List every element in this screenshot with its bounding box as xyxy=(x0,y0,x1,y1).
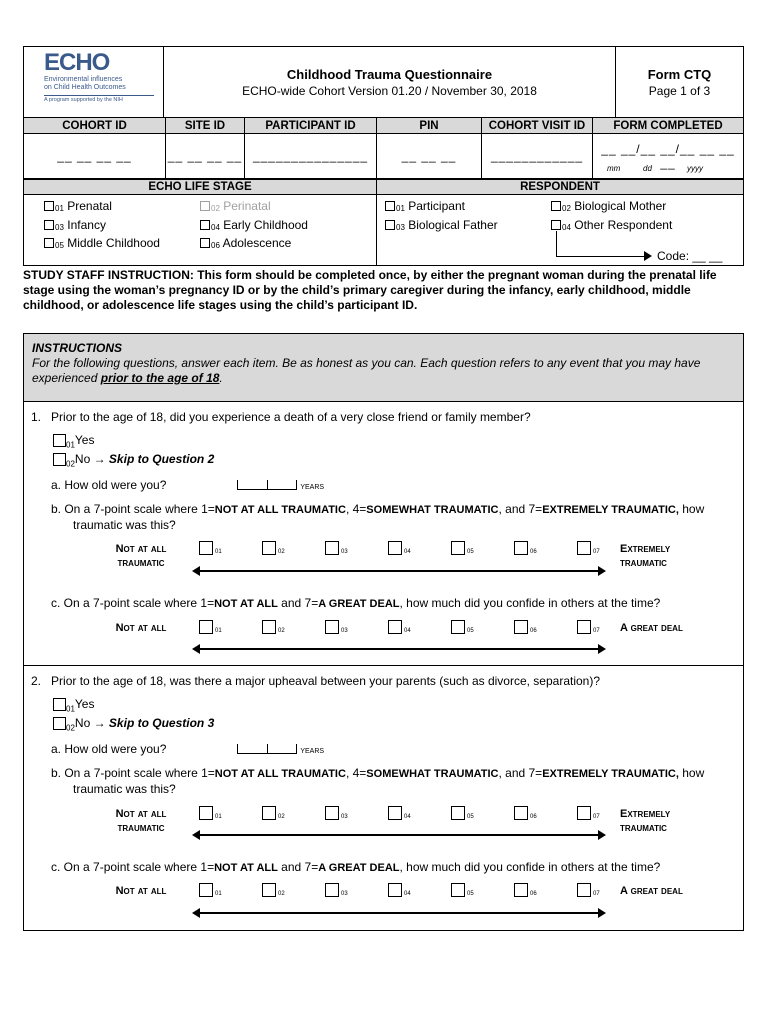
q2b-scale-arrow xyxy=(194,834,604,836)
q2c-scale-option-01[interactable] xyxy=(199,883,213,897)
cohort-id-field[interactable]: __ __ __ __ xyxy=(24,134,166,179)
pin-header: PIN xyxy=(377,118,482,134)
checkbox-icon[interactable] xyxy=(551,201,561,211)
checkbox-icon[interactable] xyxy=(44,238,54,248)
respondent-heading: RESPONDENT xyxy=(377,180,744,195)
q1c-scale-code-07: 07 xyxy=(593,628,600,634)
checkbox-icon[interactable] xyxy=(385,220,395,230)
q1b-scale-code-04: 04 xyxy=(404,549,411,555)
q1c-scale-option-05[interactable] xyxy=(451,620,465,634)
q1b-scale-code-05: 05 xyxy=(467,549,474,555)
q1c-scale-code-03: 03 xyxy=(341,628,348,634)
q2b-text: b. On a 7-point scale where 1=NOT AT ALL TRAUMATIC, 4=SOMEWHAT TRAUMATIC, and 7=EXTREMELY TRAUMATIC, how xyxy=(51,766,705,780)
q1c-scale-option-03[interactable] xyxy=(325,620,339,634)
life-stage-adolescence[interactable]: $_{06}$ Adolescence xyxy=(200,236,291,250)
q1b-scale-arrow xyxy=(194,570,604,572)
checkbox-icon[interactable] xyxy=(44,220,54,230)
q2b-scale-code-07: 07 xyxy=(593,814,600,820)
q2b-low-label: Not at all traumatic xyxy=(115,808,167,834)
q2c-high-label: A great deal xyxy=(620,885,683,897)
participant-id-header: PARTICIPANT ID xyxy=(245,118,377,134)
cohort-visit-id-field[interactable]: ____________ xyxy=(482,134,593,179)
q2c-scale-code-07: 07 xyxy=(593,891,600,897)
q1b-text: b. On a 7-point scale where 1=NOT AT ALL TRAUMATIC, 4=SOMEWHAT TRAUMATIC, and 7=EXTREMELY TRAUMATIC, how xyxy=(51,502,705,516)
q1c-scale-option-07[interactable] xyxy=(577,620,591,634)
form-id-block xyxy=(616,47,744,118)
logo-line1: Environmental influences xyxy=(44,76,123,83)
q1b-scale-code-07: 07 xyxy=(593,549,600,555)
arrow-right-icon xyxy=(644,251,652,261)
q1c-scale-code-06: 06 xyxy=(530,628,537,634)
q1c-high-label: A great deal xyxy=(620,622,683,634)
q1c-scale-code-04: 04 xyxy=(404,628,411,634)
life-stage-early-childhood[interactable]: $_{04}$ Early Childhood xyxy=(200,218,308,232)
instructions-heading: INSTRUCTIONS xyxy=(32,341,122,355)
q1-no-option[interactable]: $_{02}$No → Skip to Question 2 xyxy=(53,452,214,468)
q1b-scale-code-06: 06 xyxy=(530,549,537,555)
q2a-age-input[interactable]: YEARS xyxy=(237,742,324,756)
logo-wordmark: ECHO xyxy=(44,49,110,76)
q2b-scale-code-04: 04 xyxy=(404,814,411,820)
yyyy-label: yyyy xyxy=(687,164,703,173)
q2b-text-line2: traumatic was this? xyxy=(73,782,176,796)
q2c-scale-code-06: 06 xyxy=(530,891,537,897)
logo-line2: on Child Health Outcomes xyxy=(44,84,126,91)
q1b-scale-option-02[interactable] xyxy=(262,541,276,555)
q2b-scale-code-02: 02 xyxy=(278,814,285,820)
cohort-id-header: COHORT ID xyxy=(24,118,166,134)
form-title: Childhood Trauma Questionnaire xyxy=(286,66,493,82)
date-field[interactable]: __ __/__ __/__ __ __ __ xyxy=(601,142,735,170)
q2a-text: a. How old were you? xyxy=(51,742,167,756)
q2c-scale-option-03[interactable] xyxy=(325,883,339,897)
q2c-scale-code-05: 05 xyxy=(467,891,474,897)
staff-instruction: STUDY STAFF INSTRUCTION: This form should be completed once, by either the pregnant woman during the prenatal life stage using the woman’s pregnancy ID or by the child’s primary caregiver during the infancy, early childhood, middle childhood, or adolescence life stages using the child’s participant ID. xyxy=(23,268,717,312)
q1c-scale-option-01[interactable] xyxy=(199,620,213,634)
q1b-high-label: Extremely traumatic xyxy=(620,543,671,569)
q1b-scale-option-03[interactable] xyxy=(325,541,339,555)
q2b-scale-option-03[interactable] xyxy=(325,806,339,820)
q2c-scale-code-04: 04 xyxy=(404,891,411,897)
q1b-scale-code-01: 01 xyxy=(215,549,222,555)
q2c-scale-arrow xyxy=(194,912,604,914)
dd-label: dd xyxy=(643,164,652,173)
respondent-other[interactable]: $_{04}$ Other Respondent xyxy=(551,218,672,232)
checkbox-icon[interactable] xyxy=(200,201,210,211)
q2b-scale-code-03: 03 xyxy=(341,814,348,820)
echo-logo xyxy=(24,47,164,118)
q2c-scale-option-06[interactable] xyxy=(514,883,528,897)
checkbox-icon[interactable] xyxy=(551,220,561,230)
life-stage-respondent xyxy=(23,179,744,266)
mm-label: mm xyxy=(607,164,621,173)
q1a-age-input[interactable]: YEARS xyxy=(237,478,324,492)
q2c-scale-option-07[interactable] xyxy=(577,883,591,897)
q2b-scale-option-01[interactable] xyxy=(199,806,213,820)
q1b-scale-option-04[interactable] xyxy=(388,541,402,555)
respondent-biological-father[interactable]: $_{03}$ Biological Father xyxy=(385,218,498,232)
q1c-scale-code-05: 05 xyxy=(467,628,474,634)
q2c-text: c. On a 7-point scale where 1=NOT AT ALL and 7=A GREAT DEAL, how much did you confide in others at the time? xyxy=(51,860,661,874)
participant-id-field[interactable]: _______________ xyxy=(245,134,377,179)
title-block xyxy=(164,47,616,118)
q1b-text-line2: traumatic was this? xyxy=(73,518,176,532)
checkbox-icon[interactable] xyxy=(200,220,210,230)
q2-yes-option[interactable]: $_{01}$Yes xyxy=(53,697,94,713)
life-stage-perinatal[interactable]: $_{02}$ Perinatal xyxy=(200,199,271,213)
q2c-low-label: Not at all xyxy=(115,885,167,897)
q1c-scale-code-02: 02 xyxy=(278,628,285,634)
form-completed-header: FORM COMPLETED xyxy=(593,118,744,134)
site-id-header: SITE ID xyxy=(166,118,245,134)
q1-yes-option[interactable]: $_{01}$Yes xyxy=(53,433,94,449)
q2c-scale-option-04[interactable] xyxy=(388,883,402,897)
id-grid xyxy=(23,117,744,179)
q1b-scale-option-07[interactable] xyxy=(577,541,591,555)
life-stage-options xyxy=(24,195,377,266)
cohort-visit-id-header: COHORT VISIT ID xyxy=(482,118,593,134)
checkbox-icon[interactable] xyxy=(53,434,66,447)
q1b-scale-option-05[interactable] xyxy=(451,541,465,555)
form-header xyxy=(23,46,744,118)
q1c-text: c. On a 7-point scale where 1=NOT AT ALL and 7=A GREAT DEAL, how much did you confide in others at the time? xyxy=(51,596,661,610)
question-divider xyxy=(24,665,743,666)
site-id-field[interactable]: __ __ __ __ xyxy=(166,134,245,179)
q1b-scale-code-03: 03 xyxy=(341,549,348,555)
q1c-scale-code-01: 01 xyxy=(215,628,222,634)
form-completed-date[interactable] xyxy=(593,134,744,179)
life-stage-middle-childhood[interactable]: $_{05}$ Middle Childhood xyxy=(44,236,160,250)
q1b-low-label: Not at all traumatic xyxy=(115,543,167,569)
q1c-scale-option-06[interactable] xyxy=(514,620,528,634)
questionnaire-box xyxy=(23,333,744,931)
page-indicator: Page 1 of 3 xyxy=(648,83,711,98)
respondent-options xyxy=(377,195,744,266)
q2b-scale-code-05: 05 xyxy=(467,814,474,820)
instructions-emphasis: prior to the age of 18 xyxy=(100,371,220,385)
q1c-scale-option-02[interactable] xyxy=(262,620,276,634)
form-subtitle: ECHO-wide Cohort Version 01.20 / November 30, 2018 xyxy=(242,83,537,98)
checkbox-icon[interactable] xyxy=(53,717,66,730)
q2-no-option[interactable]: $_{02}$No → Skip to Question 3 xyxy=(53,716,214,732)
form-id: Form CTQ xyxy=(647,66,712,82)
code-arrow-line xyxy=(556,256,649,257)
q2c-scale-option-02[interactable] xyxy=(262,883,276,897)
respondent-biological-mother[interactable]: $_{02}$ Biological Mother xyxy=(551,199,666,213)
q1b-scale-option-06[interactable] xyxy=(514,541,528,555)
checkbox-icon[interactable] xyxy=(53,698,66,711)
q2b-scale-option-06[interactable] xyxy=(514,806,528,820)
q2c-scale-code-03: 03 xyxy=(341,891,348,897)
q1b-scale-code-02: 02 xyxy=(278,549,285,555)
code-arrow-stem xyxy=(556,231,557,256)
respondent-participant[interactable]: $_{01}$ Participant xyxy=(385,199,465,213)
q2b-scale-code-01: 01 xyxy=(215,814,222,820)
instructions-text: For the following questions, answer each item. Be as honest as you can. Each question refers to any event that you may have experienced xyxy=(32,356,701,385)
life-stage-prenatal[interactable]: $_{01}$ Prenatal xyxy=(44,199,112,213)
q1b-scale-option-01[interactable] xyxy=(199,541,213,555)
q1c-low-label: Not at all xyxy=(115,622,167,634)
pin-field[interactable]: __ __ __ xyxy=(377,134,482,179)
q1-text: 1. Prior to the age of 18, did you experience a death of a very close friend or family member? xyxy=(31,410,531,424)
q2c-scale-code-01: 01 xyxy=(215,891,222,897)
q2b-scale-option-02[interactable] xyxy=(262,806,276,820)
instructions-panel xyxy=(24,334,743,402)
checkbox-icon[interactable] xyxy=(385,201,395,211)
respondent-code-field[interactable]: Code: __ __ xyxy=(657,249,723,263)
q2-text: 2. Prior to the age of 18, was there a major upheaval between your parents (such as divorce, separation)? xyxy=(31,674,601,688)
instructions-end: . xyxy=(219,371,223,385)
q1c-scale-arrow xyxy=(194,648,604,650)
q2b-scale-option-04[interactable] xyxy=(388,806,402,820)
q2b-scale-code-06: 06 xyxy=(530,814,537,820)
q1c-scale-option-04[interactable] xyxy=(388,620,402,634)
checkbox-icon[interactable] xyxy=(53,453,66,466)
checkbox-icon[interactable] xyxy=(200,238,210,248)
q2b-high-label: Extremely traumatic xyxy=(620,808,671,834)
life-stage-infancy[interactable]: $_{03}$ Infancy xyxy=(44,218,106,232)
q2b-scale-option-07[interactable] xyxy=(577,806,591,820)
checkbox-icon[interactable] xyxy=(44,201,54,211)
logo-tagline: A program supported by the NIH xyxy=(44,95,154,103)
q2b-scale-option-05[interactable] xyxy=(451,806,465,820)
q1a-text: a. How old were you? xyxy=(51,478,167,492)
q2c-scale-option-05[interactable] xyxy=(451,883,465,897)
life-stage-heading: ECHO LIFE STAGE xyxy=(24,180,377,195)
q2c-scale-code-02: 02 xyxy=(278,891,285,897)
